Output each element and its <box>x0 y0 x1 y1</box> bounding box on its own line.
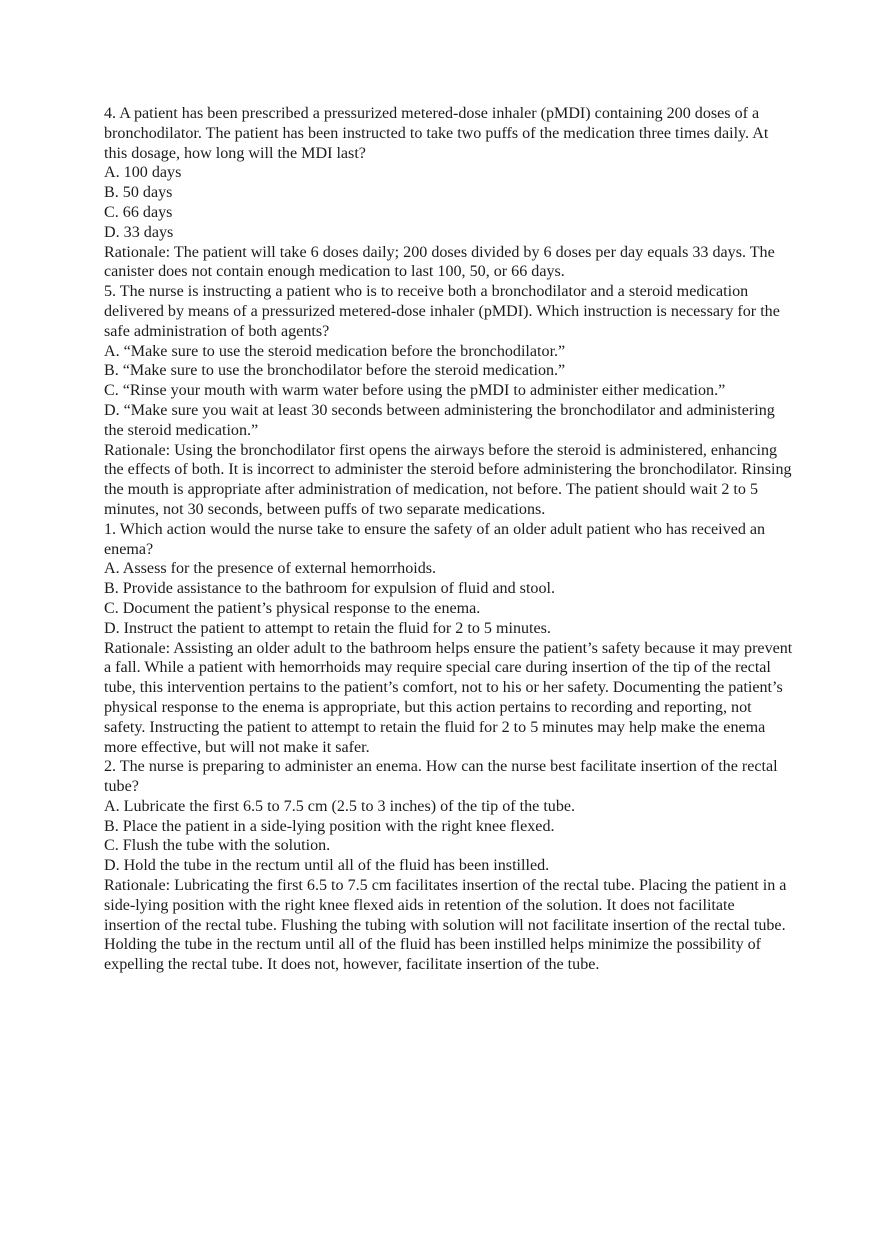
answer-option: C. “Rinse your mouth with warm water before using the pMDI to administer either medication.” <box>104 382 726 400</box>
rationale: Rationale: Lubricating the first 6.5 to 7.5 cm facilitates insertion of the rectal tube. Placing the patient in a side-lying position with the right knee flexed aids in retention of the solution. It does not facilitate insertion of the rectal tube. Flushing the tubing with solution will not facilitate insertion of the rectal tube. Holding the tube in the rectum until all of the fluid has been instilled helps minimize the possibility of expelling the rectal tube. It does not, however, facilitate insertion of the tube. <box>104 877 791 974</box>
question-stem: 5. The nurse is instructing a patient who is to receive both a bronchodilator and a steroid medication delivered by means of a pressurized metered-dose inhaler (pMDI). Which instruction is necessary for the safe administration of both agents? <box>104 283 784 340</box>
answer-option: A. “Make sure to use the steroid medication before the bronchodilator.” <box>104 342 566 360</box>
question-stem: 4. A patient has been prescribed a pressurized metered-dose inhaler (pMDI) containing 200 doses of a bronchodilator. The patient has been instructed to take two puffs of the medication three times daily. At this dosage, how long will the MDI last? <box>104 105 773 162</box>
answer-option: B. Place the patient in a side-lying position with the right knee flexed. <box>104 817 555 835</box>
rationale: Rationale: Using the bronchodilator first opens the airways before the steroid is administered, enhancing the effects of both. It is incorrect to administer the steroid before administering the bronchodilator. Rinsing the mouth is appropriate after administration of medication, not before. The patient should wait 2 to 5 minutes, not 30 seconds, between puffs of two separate medications. <box>104 441 796 518</box>
answer-option: C. 66 days <box>104 203 173 221</box>
question-block <box>104 757 794 975</box>
answer-option: C. Document the patient’s physical response to the enema. <box>104 599 481 617</box>
rationale: Rationale: Assisting an older adult to the bathroom helps ensure the patient’s safety because it may prevent a fall. While a patient with hemorrhoids may require special care during insertion of the tip of the rectal tube, this intervention pertains to the patient’s comfort, not to his or her safety. Documenting the patient’s physical response to the enema is appropriate, but this action pertains to recording and reporting, not safety. Instructing the patient to attempt to retain the fluid for 2 to 5 minutes may help make the enema more effective, but will not make it safer. <box>104 639 797 756</box>
answer-option: C. Flush the tube with the solution. <box>104 837 331 855</box>
question-stem: 2. The nurse is preparing to administer an enema. How can the nurse best facilitate insertion of the rectal tube? <box>104 758 782 796</box>
question-block <box>104 104 794 282</box>
answer-option: D. Hold the tube in the rectum until all of the fluid has been instilled. <box>104 857 550 875</box>
answer-option: D. Instruct the patient to attempt to retain the fluid for 2 to 5 minutes. <box>104 619 551 637</box>
answer-option: B. Provide assistance to the bathroom for expulsion of fluid and stool. <box>104 580 556 598</box>
question-stem: 1. Which action would the nurse take to ensure the safety of an older adult patient who has received an enema? <box>104 520 770 558</box>
answer-option: D. 33 days <box>104 223 174 241</box>
answer-option: A. 100 days <box>104 164 182 182</box>
answer-option: A. Assess for the presence of external hemorrhoids. <box>104 560 437 578</box>
answer-option: B. 50 days <box>104 184 173 202</box>
answer-option: D. “Make sure you wait at least 30 seconds between administering the bronchodilator and administering the steroid medication.” <box>104 401 779 439</box>
question-block <box>104 520 797 758</box>
question-block <box>104 282 794 520</box>
answer-option: B. “Make sure to use the bronchodilator before the steroid medication.” <box>104 362 566 380</box>
answer-option: A. Lubricate the first 6.5 to 7.5 cm (2.5 to 3 inches) of the tip of the tube. <box>104 797 576 815</box>
rationale: Rationale: The patient will take 6 doses daily; 200 doses divided by 6 doses per day equals 33 days. The canister does not contain enough medication to last 100, 50, or 66 days. <box>104 243 779 281</box>
document-page <box>104 104 797 975</box>
